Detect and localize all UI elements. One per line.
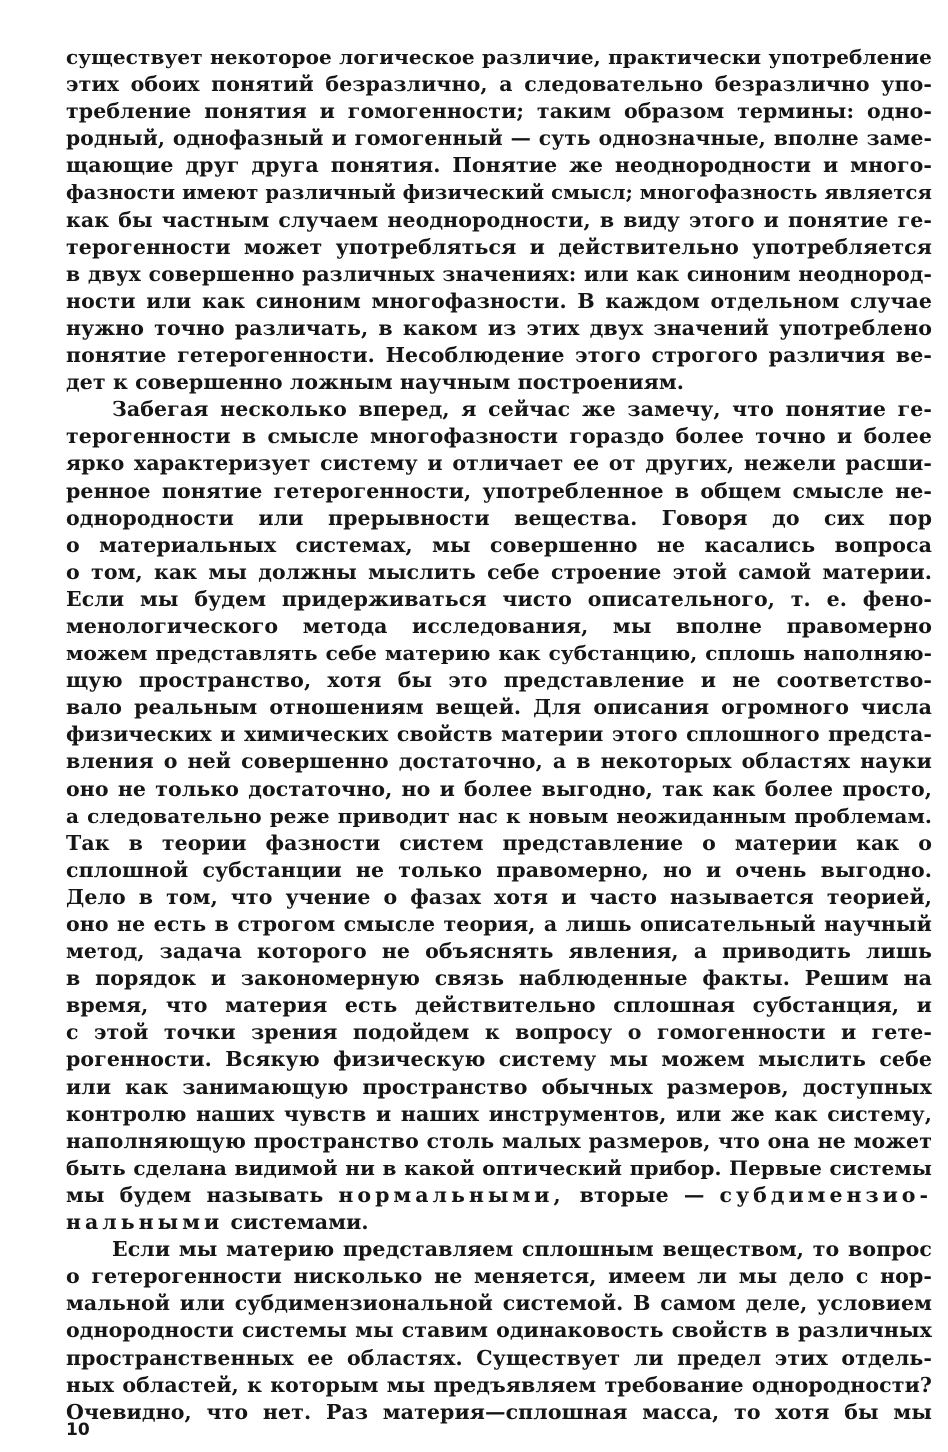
text-line: менологического метода исследования, мы вполне правомерно	[66, 613, 932, 638]
text-line: метод, задача которого не объяснять явления, а приводить лишь	[66, 939, 932, 964]
paragraph-1	[66, 44, 932, 396]
text-line: щую пространство, хотя бы это представление и не соответство-	[66, 668, 932, 693]
text-line: как бы частным случаем неоднородности, в виду этого и понятие ге-	[66, 207, 932, 232]
text-line: Забегая несколько вперед, я сейчас же замечу, что понятие ге-	[112, 397, 932, 422]
text-line: ных областей, к которым мы предъявляем требование однородности?	[66, 1372, 932, 1397]
text-line: наполняющую пространство столь малых размеров, что она не может	[66, 1128, 932, 1153]
text-line: Дело в том, что учение о фазах хотя и часто называется теорией,	[66, 884, 932, 909]
text-line: Так в теории фазности систем представление о материи как о	[66, 830, 932, 855]
text-line: Если мы материю представляем сплошным веществом, то вопрос	[112, 1237, 932, 1262]
text-line: ности или как синоним многофазности. В каждом отдельном случае	[66, 288, 932, 313]
text-line-terms	[66, 1182, 932, 1209]
text-line: с этой точки зрения подойдем к вопросу о гомогенности и гете-	[66, 1020, 932, 1045]
text-line: о том, как мы должны мыслить себе строение этой самой материи.	[66, 559, 932, 584]
text-line: сплошной субстанции не только правомерно, но и очень выгодно.	[66, 857, 932, 882]
text-line: оно не есть в строгом смысле теория, а лишь описательный научный	[66, 912, 932, 936]
text-line: фазности имеют различный физический смысл; многофазность является	[66, 181, 932, 205]
text-line: или как занимающую пространство обычных размеров, доступных	[66, 1074, 932, 1099]
text-line: ярко характеризует систему и отличает ее от других, нежели расши-	[66, 451, 932, 476]
text-line: существует некоторое логическое различие, практически употребление	[66, 45, 932, 69]
text-line: быть сделана видимой ни в какой оптический прибор. Первые системы	[66, 1155, 932, 1180]
text-line: этих обоих понятий безразлично, а следовательно безразлично упо-	[66, 72, 932, 97]
text-line: рогенности. Всякую физическую систему мы можем мыслить себе	[66, 1047, 932, 1072]
text-line: о гетерогенности нисколько не меняется, имеем ли мы дело с нор-	[66, 1264, 932, 1289]
terms-intro: мы будем называть	[66, 1182, 324, 1207]
text-line: родный, однофазный и гомогенный — суть однозначные, вполне заме-	[66, 126, 932, 151]
text-line: нужно точно различать, в каком из этих двух значений употреблено	[66, 315, 932, 340]
text-line: Если мы будем придерживаться чисто описательного, т. е. фено-	[66, 586, 932, 611]
text-line: в порядок и закономерную связь наблюденные факты. Решим на	[66, 966, 932, 991]
paragraph-3	[66, 1236, 932, 1426]
term-subdimensional-part2: нальными	[66, 1210, 224, 1235]
terms-mid: вторые —	[579, 1182, 705, 1207]
text-line: щающие друг друга понятия. Понятие же неоднородности и много-	[66, 153, 932, 178]
text-line-terms-end	[66, 1209, 932, 1236]
text-line: мальной или субдимензиональной системой. В самом деле, условием	[66, 1291, 932, 1316]
text-line: а следовательно реже приводит нас к новым неожиданным проблемам.	[66, 803, 932, 828]
text-line: можем представлять себе материю как субстанцию, сплошь наполняю-	[66, 641, 932, 666]
text-line: в двух совершенно различных значениях: или как синоним неоднород-	[66, 261, 932, 286]
page-number: 10	[66, 1420, 90, 1440]
text-line: ренное понятие гетерогенности, употребленное в общем смысле не-	[66, 478, 932, 503]
text-line: дет к совершенно ложным научным построениям.	[66, 370, 685, 395]
text-line: вало реальным отношениям вещей. Для описания огромного числа	[66, 695, 932, 720]
text-line: требление понятия и гомогенности; таким образом термины: одно-	[66, 99, 932, 124]
term-subdimensional-part1: субдимензио-	[719, 1182, 932, 1207]
text-line: однородности или прерывности вещества. Говоря до сих пор	[66, 505, 932, 530]
text-line: время, что материя есть действительно сплошная субстанция, и	[66, 993, 932, 1018]
text-line: вления о ней совершенно достаточно, а в некоторых областях науки	[66, 749, 932, 774]
terms-outro: системами.	[230, 1210, 369, 1235]
page-body	[66, 44, 932, 1426]
term-normal: нормальными,	[338, 1182, 565, 1207]
paragraph-2	[66, 396, 932, 1236]
text-line: оно не только достаточно, но и более выгодно, так как более просто,	[66, 776, 932, 801]
text-line: терогенности в смысле многофазности гораздо более точно и более	[66, 424, 932, 449]
text-line: терогенности может употребляться и действительно употребляется	[66, 234, 932, 259]
text-line: Очевидно, что нет. Раз материя—сплошная масса, то хотя бы мы	[66, 1399, 932, 1424]
text-line: пространственных ее областях. Существует ли предел этих отдель-	[66, 1345, 932, 1370]
text-line: физических и химических свойств материи этого сплошного предста-	[66, 722, 932, 747]
text-line: контролю наших чувств и наших инструментов, или же как систему,	[66, 1101, 932, 1126]
text-line: однородности системы мы ставим одинаковость свойств в различных	[66, 1318, 932, 1343]
text-line: понятие гетерогенности. Несоблюдение этого строгого различия ве-	[66, 343, 932, 368]
text-line: о материальных системах, мы совершенно не касались вопроса	[66, 532, 932, 557]
